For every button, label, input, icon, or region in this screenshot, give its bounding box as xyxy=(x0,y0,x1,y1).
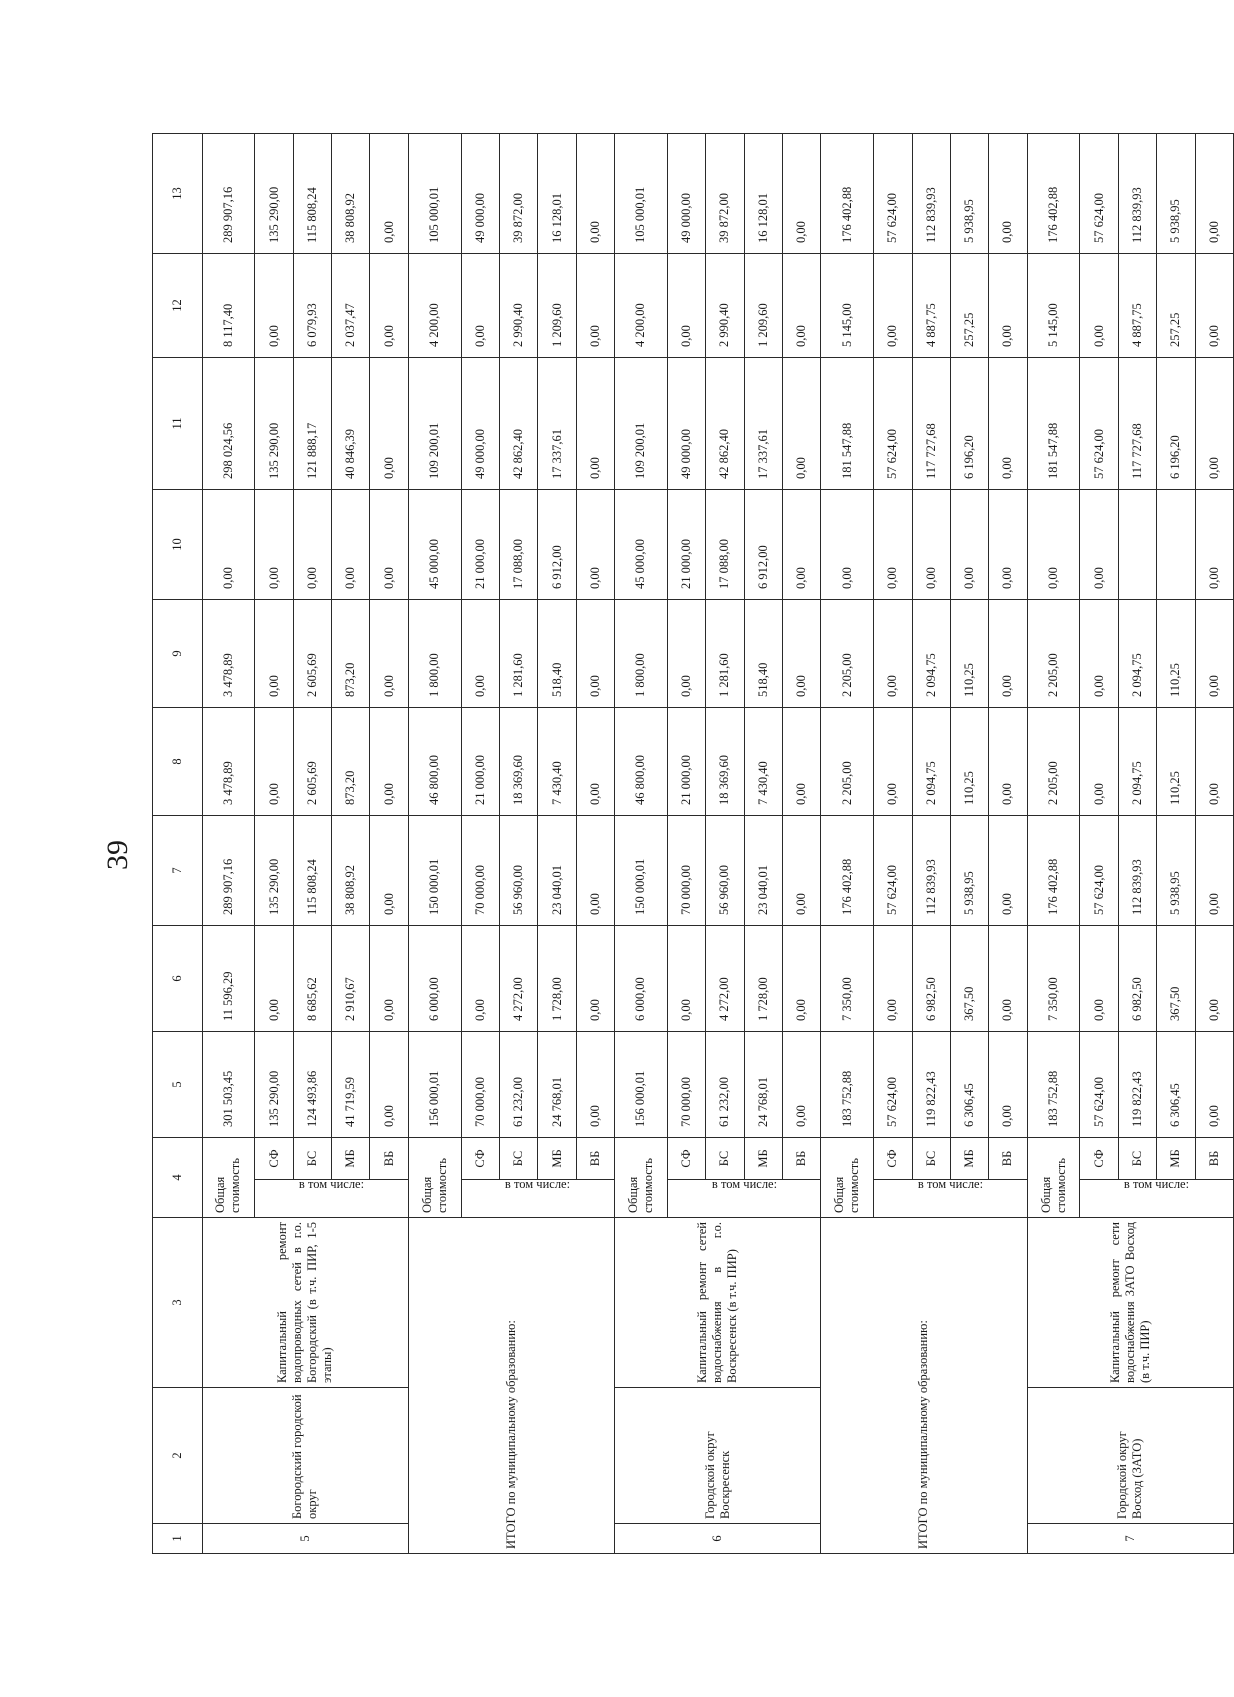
amount-cell: 2 094,75 xyxy=(912,708,950,816)
amount-cell: 57 624,00 xyxy=(874,816,912,926)
amount-cell: 57 624,00 xyxy=(874,1032,912,1138)
group-total-row xyxy=(408,134,461,1554)
including-label: в том числе: xyxy=(1124,1176,1190,1191)
municipality-name: Богородский городской округ xyxy=(202,1388,408,1524)
amount-cell: 0,00 xyxy=(370,1032,408,1138)
amount-cell: 0,00 xyxy=(370,490,408,600)
amount-cell: 0,00 xyxy=(874,254,912,358)
amount-cell: 181 547,88 xyxy=(1027,358,1080,490)
amount-cell: 57 624,00 xyxy=(1080,816,1118,926)
municipality-name: Городской округ Восход (ЗАТО) xyxy=(1027,1388,1233,1524)
funding-source-code: ВБ xyxy=(989,1138,1027,1180)
including-label: в том числе: xyxy=(917,1176,983,1191)
amount-cell: 0,00 xyxy=(1080,600,1118,708)
amount-cell: 2 990,40 xyxy=(706,254,744,358)
amount-cell: 112 839,93 xyxy=(1118,134,1156,254)
including-label: в том числе: xyxy=(299,1176,365,1191)
amount-cell: 2 205,00 xyxy=(821,600,874,708)
amount-cell: 8 117,40 xyxy=(202,254,255,358)
amount-cell: 70 000,00 xyxy=(667,816,705,926)
column-header: 12 xyxy=(153,254,203,358)
funding-source-code: МБ xyxy=(744,1138,782,1180)
municipality-name: Городской округ Воскресенск xyxy=(615,1388,821,1524)
amount-cell: 0,00 xyxy=(293,490,331,600)
amount-cell: 6 196,20 xyxy=(1157,358,1195,490)
amount-cell: 61 232,00 xyxy=(499,1032,537,1138)
total-cost-label: Общая стоимость xyxy=(615,1138,668,1218)
amount-cell: 0,00 xyxy=(370,926,408,1032)
amount-cell: 0,00 xyxy=(370,600,408,708)
amount-cell xyxy=(1157,490,1195,600)
total-cost-label: Общая стоимость xyxy=(821,1138,874,1218)
column-header: 2 xyxy=(153,1388,203,1524)
amount-cell: 0,00 xyxy=(576,600,614,708)
funding-source-code: СФ xyxy=(874,1138,912,1180)
including-label-cell xyxy=(255,1176,409,1218)
amount-cell: 0,00 xyxy=(461,600,499,708)
amount-cell: 0,00 xyxy=(576,708,614,816)
amount-cell: 0,00 xyxy=(370,358,408,490)
funding-source-code: СФ xyxy=(461,1138,499,1180)
amount-cell: 119 822,43 xyxy=(1118,1032,1156,1138)
amount-cell: 49 000,00 xyxy=(667,134,705,254)
item-number: 6 xyxy=(615,1524,821,1554)
amount-cell: 156 000,01 xyxy=(408,1032,461,1138)
amount-cell: 0,00 xyxy=(1195,254,1233,358)
group-total-row xyxy=(821,134,874,1554)
project-description: Капитальный ремонт водопроводных сетей в г.о. Богородский (в т.ч. ПИР, 1-5 этапы) xyxy=(202,1218,408,1388)
amount-cell: 0,00 xyxy=(370,134,408,254)
amount-cell: 150 000,01 xyxy=(615,816,668,926)
amount-cell: 115 808,24 xyxy=(293,816,331,926)
amount-cell: 0,00 xyxy=(1080,254,1118,358)
amount-cell: 7 350,00 xyxy=(1027,926,1080,1032)
amount-cell: 873,20 xyxy=(332,708,370,816)
amount-cell: 0,00 xyxy=(1195,490,1233,600)
funding-source-code: МБ xyxy=(950,1138,988,1180)
amount-cell: 135 290,00 xyxy=(255,134,293,254)
amount-cell: 0,00 xyxy=(255,708,293,816)
amount-cell: 112 839,93 xyxy=(912,816,950,926)
amount-cell: 6 912,00 xyxy=(744,490,782,600)
amount-cell: 301 503,45 xyxy=(202,1032,255,1138)
amount-cell: 112 839,93 xyxy=(912,134,950,254)
amount-cell: 70 000,00 xyxy=(461,1032,499,1138)
amount-cell: 6 196,20 xyxy=(950,358,988,490)
amount-cell: 0,00 xyxy=(874,926,912,1032)
amount-cell: 183 752,88 xyxy=(821,1032,874,1138)
amount-cell: 0,00 xyxy=(576,134,614,254)
amount-cell: 0,00 xyxy=(1080,490,1118,600)
amount-cell: 2 205,00 xyxy=(1027,600,1080,708)
amount-cell: 176 402,88 xyxy=(1027,816,1080,926)
amount-cell: 0,00 xyxy=(782,816,820,926)
funding-source-code: МБ xyxy=(538,1138,576,1180)
funding-source-code: СФ xyxy=(667,1138,705,1180)
amount-cell: 0,00 xyxy=(202,490,255,600)
amount-cell: 40 846,39 xyxy=(332,358,370,490)
amount-cell: 0,00 xyxy=(576,1032,614,1138)
funding-source-code: ВБ xyxy=(1195,1138,1233,1180)
amount-cell: 5 938,95 xyxy=(1157,816,1195,926)
amount-cell: 0,00 xyxy=(1195,708,1233,816)
column-header: 5 xyxy=(153,1032,203,1138)
amount-cell: 117 727,68 xyxy=(1118,358,1156,490)
group-total-row xyxy=(1027,134,1080,1554)
amount-cell: 110,25 xyxy=(1157,708,1195,816)
amount-cell: 183 752,88 xyxy=(1027,1032,1080,1138)
item-number: 7 xyxy=(1027,1524,1233,1554)
amount-cell: 105 000,01 xyxy=(615,134,668,254)
amount-cell: 21 000,00 xyxy=(461,708,499,816)
amount-cell: 17 088,00 xyxy=(706,490,744,600)
amount-cell: 0,00 xyxy=(989,708,1027,816)
amount-cell: 0,00 xyxy=(576,926,614,1032)
funding-source-code: БС xyxy=(293,1138,331,1180)
amount-cell: 70 000,00 xyxy=(667,1032,705,1138)
amount-cell: 6 306,45 xyxy=(950,1032,988,1138)
amount-cell: 289 907,16 xyxy=(202,134,255,254)
group-total-row xyxy=(202,134,255,1554)
amount-cell: 105 000,01 xyxy=(408,134,461,254)
amount-cell: 4 272,00 xyxy=(706,926,744,1032)
amount-cell: 49 000,00 xyxy=(461,358,499,490)
amount-cell: 21 000,00 xyxy=(461,490,499,600)
column-header: 6 xyxy=(153,926,203,1032)
amount-cell: 57 624,00 xyxy=(1080,134,1118,254)
amount-cell: 2 605,69 xyxy=(293,708,331,816)
amount-cell: 5 938,95 xyxy=(950,816,988,926)
funding-source-code: БС xyxy=(706,1138,744,1180)
amount-cell: 0,00 xyxy=(989,254,1027,358)
amount-cell: 298 024,56 xyxy=(202,358,255,490)
amount-cell: 1 209,60 xyxy=(538,254,576,358)
amount-cell: 0,00 xyxy=(874,600,912,708)
column-header: 7 xyxy=(153,816,203,926)
amount-cell xyxy=(1118,490,1156,600)
amount-cell: 46 800,00 xyxy=(408,708,461,816)
amount-cell: 6 079,93 xyxy=(293,254,331,358)
amount-cell: 176 402,88 xyxy=(821,816,874,926)
amount-cell: 56 960,00 xyxy=(706,816,744,926)
amount-cell: 1 728,00 xyxy=(744,926,782,1032)
amount-cell: 1 209,60 xyxy=(744,254,782,358)
amount-cell: 17 088,00 xyxy=(499,490,537,600)
including-label: в том числе: xyxy=(711,1176,777,1191)
amount-cell: 6 982,50 xyxy=(1118,926,1156,1032)
funding-source-code: СФ xyxy=(255,1138,293,1180)
amount-cell: 0,00 xyxy=(1195,1032,1233,1138)
including-label-cell xyxy=(1080,1176,1234,1218)
amount-cell: 0,00 xyxy=(461,254,499,358)
amount-cell: 0,00 xyxy=(782,708,820,816)
amount-cell: 0,00 xyxy=(989,816,1027,926)
amount-cell: 119 822,43 xyxy=(912,1032,950,1138)
amount-cell: 257,25 xyxy=(950,254,988,358)
column-header: 9 xyxy=(153,600,203,708)
column-header: 8 xyxy=(153,708,203,816)
amount-cell: 42 862,40 xyxy=(499,358,537,490)
amount-cell: 0,00 xyxy=(1080,926,1118,1032)
amount-cell: 0,00 xyxy=(874,708,912,816)
amount-cell: 1 281,60 xyxy=(499,600,537,708)
amount-cell: 42 862,40 xyxy=(706,358,744,490)
amount-cell: 2 910,67 xyxy=(332,926,370,1032)
financing-table xyxy=(152,133,1234,1554)
amount-cell: 150 000,01 xyxy=(408,816,461,926)
project-description: Капитальный ремонт сети водоснабжения ЗАТО Восход (в т.ч. ПИР) xyxy=(1027,1218,1233,1388)
amount-cell: 16 128,01 xyxy=(538,134,576,254)
header-row xyxy=(153,134,203,1554)
amount-cell: 17 337,61 xyxy=(744,358,782,490)
amount-cell: 17 337,61 xyxy=(538,358,576,490)
municipality-total-title: ИТОГО по муниципальному образованию: xyxy=(408,1218,614,1554)
amount-cell: 1 800,00 xyxy=(615,600,668,708)
amount-cell: 4 887,75 xyxy=(1118,254,1156,358)
amount-cell: 39 872,00 xyxy=(706,134,744,254)
amount-cell: 0,00 xyxy=(576,254,614,358)
amount-cell: 518,40 xyxy=(744,600,782,708)
rotated-page xyxy=(152,134,1234,1554)
amount-cell: 5 938,95 xyxy=(1157,134,1195,254)
including-label-cell xyxy=(667,1176,821,1218)
column-header: 3 xyxy=(153,1218,203,1388)
amount-cell: 18 369,60 xyxy=(499,708,537,816)
amount-cell: 0,00 xyxy=(1080,708,1118,816)
amount-cell: 0,00 xyxy=(989,358,1027,490)
amount-cell: 0,00 xyxy=(1195,926,1233,1032)
amount-cell: 0,00 xyxy=(576,358,614,490)
amount-cell: 5 145,00 xyxy=(1027,254,1080,358)
funding-source-code: ВБ xyxy=(576,1138,614,1180)
amount-cell: 0,00 xyxy=(576,490,614,600)
amount-cell: 1 800,00 xyxy=(408,600,461,708)
amount-cell: 112 839,93 xyxy=(1118,816,1156,926)
amount-cell: 0,00 xyxy=(782,1032,820,1138)
amount-cell: 5 938,95 xyxy=(950,134,988,254)
amount-cell: 181 547,88 xyxy=(821,358,874,490)
amount-cell: 0,00 xyxy=(989,926,1027,1032)
amount-cell: 4 272,00 xyxy=(499,926,537,1032)
total-cost-label: Общая стоимость xyxy=(1027,1138,1080,1218)
amount-cell: 0,00 xyxy=(1195,358,1233,490)
amount-cell: 121 888,17 xyxy=(293,358,331,490)
including-label-cell xyxy=(874,1176,1028,1218)
amount-cell: 2 037,47 xyxy=(332,254,370,358)
amount-cell: 0,00 xyxy=(782,134,820,254)
amount-cell: 70 000,00 xyxy=(461,816,499,926)
column-header: 11 xyxy=(153,358,203,490)
amount-cell: 0,00 xyxy=(782,926,820,1032)
amount-cell: 46 800,00 xyxy=(615,708,668,816)
amount-cell: 289 907,16 xyxy=(202,816,255,926)
funding-source-code: ВБ xyxy=(782,1138,820,1180)
amount-cell: 18 369,60 xyxy=(706,708,744,816)
amount-cell: 0,00 xyxy=(950,490,988,600)
amount-cell: 0,00 xyxy=(667,926,705,1032)
amount-cell: 0,00 xyxy=(782,254,820,358)
amount-cell: 0,00 xyxy=(989,600,1027,708)
amount-cell: 0,00 xyxy=(667,254,705,358)
amount-cell: 21 000,00 xyxy=(667,708,705,816)
funding-source-code: БС xyxy=(912,1138,950,1180)
amount-cell: 11 596,29 xyxy=(202,926,255,1032)
project-description: Капитальный ремонт сетей водоснабжения в г.о. Воскресенск (в т.ч. ПИР) xyxy=(615,1218,821,1388)
amount-cell: 7 430,40 xyxy=(744,708,782,816)
funding-source-code: МБ xyxy=(1157,1138,1195,1180)
amount-cell: 6 000,00 xyxy=(408,926,461,1032)
amount-cell: 23 040,01 xyxy=(538,816,576,926)
amount-cell: 0,00 xyxy=(255,254,293,358)
funding-source-code: МБ xyxy=(332,1138,370,1180)
amount-cell: 0,00 xyxy=(912,490,950,600)
funding-source-code: БС xyxy=(1118,1138,1156,1180)
amount-cell: 0,00 xyxy=(370,708,408,816)
amount-cell: 21 000,00 xyxy=(667,490,705,600)
table-body xyxy=(153,134,1234,1554)
amount-cell: 257,25 xyxy=(1157,254,1195,358)
amount-cell: 124 493,86 xyxy=(293,1032,331,1138)
column-header: 13 xyxy=(153,134,203,254)
amount-cell: 57 624,00 xyxy=(874,358,912,490)
amount-cell: 57 624,00 xyxy=(874,134,912,254)
amount-cell: 23 040,01 xyxy=(744,816,782,926)
amount-cell: 0,00 xyxy=(576,816,614,926)
amount-cell: 61 232,00 xyxy=(706,1032,744,1138)
amount-cell: 0,00 xyxy=(989,134,1027,254)
amount-cell: 39 872,00 xyxy=(499,134,537,254)
amount-cell: 110,25 xyxy=(950,708,988,816)
amount-cell: 0,00 xyxy=(989,490,1027,600)
amount-cell: 117 727,68 xyxy=(912,358,950,490)
amount-cell: 6 306,45 xyxy=(1157,1032,1195,1138)
amount-cell: 2 094,75 xyxy=(912,600,950,708)
amount-cell: 0,00 xyxy=(461,926,499,1032)
amount-cell: 45 000,00 xyxy=(615,490,668,600)
amount-cell: 0,00 xyxy=(255,600,293,708)
amount-cell: 49 000,00 xyxy=(667,358,705,490)
amount-cell: 41 719,59 xyxy=(332,1032,370,1138)
amount-cell: 0,00 xyxy=(667,600,705,708)
funding-source-code: БС xyxy=(499,1138,537,1180)
amount-cell: 109 200,01 xyxy=(408,358,461,490)
amount-cell: 367,50 xyxy=(1157,926,1195,1032)
amount-cell: 2 205,00 xyxy=(821,708,874,816)
amount-cell: 6 912,00 xyxy=(538,490,576,600)
column-header: 1 xyxy=(153,1524,203,1554)
amount-cell: 45 000,00 xyxy=(408,490,461,600)
amount-cell: 109 200,01 xyxy=(615,358,668,490)
group-total-row xyxy=(615,134,668,1554)
amount-cell: 0,00 xyxy=(874,490,912,600)
amount-cell: 367,50 xyxy=(950,926,988,1032)
amount-cell: 110,25 xyxy=(1157,600,1195,708)
amount-cell: 0,00 xyxy=(1195,600,1233,708)
item-number: 5 xyxy=(202,1524,408,1554)
page-number: 39 xyxy=(101,840,134,870)
funding-source-code: СФ xyxy=(1080,1138,1118,1180)
amount-cell: 0,00 xyxy=(332,490,370,600)
amount-cell: 0,00 xyxy=(782,490,820,600)
amount-cell: 110,25 xyxy=(950,600,988,708)
amount-cell: 38 808,92 xyxy=(332,816,370,926)
amount-cell: 4 200,00 xyxy=(408,254,461,358)
municipality-total-title: ИТОГО по муниципальному образованию: xyxy=(821,1218,1027,1554)
amount-cell: 57 624,00 xyxy=(1080,358,1118,490)
amount-cell: 1 728,00 xyxy=(538,926,576,1032)
amount-cell: 0,00 xyxy=(782,600,820,708)
amount-cell: 2 605,69 xyxy=(293,600,331,708)
amount-cell: 24 768,01 xyxy=(538,1032,576,1138)
amount-cell: 4 200,00 xyxy=(615,254,668,358)
amount-cell: 2 990,40 xyxy=(499,254,537,358)
amount-cell: 518,40 xyxy=(538,600,576,708)
amount-cell: 6 000,00 xyxy=(615,926,668,1032)
amount-cell: 0,00 xyxy=(370,254,408,358)
amount-cell: 0,00 xyxy=(1027,490,1080,600)
amount-cell: 49 000,00 xyxy=(461,134,499,254)
amount-cell: 176 402,88 xyxy=(1027,134,1080,254)
column-header: 4 xyxy=(153,1138,203,1218)
amount-cell: 7 430,40 xyxy=(538,708,576,816)
amount-cell: 135 290,00 xyxy=(255,816,293,926)
including-label-cell xyxy=(461,1176,615,1218)
total-cost-label: Общая стоимость xyxy=(202,1138,255,1218)
amount-cell: 0,00 xyxy=(782,358,820,490)
amount-cell: 0,00 xyxy=(821,490,874,600)
amount-cell: 2 205,00 xyxy=(1027,708,1080,816)
total-cost-label: Общая стоимость xyxy=(408,1138,461,1218)
amount-cell: 5 145,00 xyxy=(821,254,874,358)
amount-cell: 16 128,01 xyxy=(744,134,782,254)
amount-cell: 4 887,75 xyxy=(912,254,950,358)
amount-cell: 0,00 xyxy=(1195,816,1233,926)
amount-cell: 6 982,50 xyxy=(912,926,950,1032)
amount-cell: 0,00 xyxy=(1195,134,1233,254)
amount-cell: 0,00 xyxy=(255,926,293,1032)
amount-cell: 1 281,60 xyxy=(706,600,744,708)
amount-cell: 3 478,89 xyxy=(202,708,255,816)
amount-cell: 156 000,01 xyxy=(615,1032,668,1138)
amount-cell: 0,00 xyxy=(255,490,293,600)
amount-cell: 115 808,24 xyxy=(293,134,331,254)
amount-cell: 135 290,00 xyxy=(255,1032,293,1138)
column-header: 10 xyxy=(153,490,203,600)
including-label: в том числе: xyxy=(505,1176,571,1191)
amount-cell: 2 094,75 xyxy=(1118,600,1156,708)
amount-cell: 56 960,00 xyxy=(499,816,537,926)
amount-cell: 3 478,89 xyxy=(202,600,255,708)
amount-cell: 0,00 xyxy=(989,1032,1027,1138)
amount-cell: 873,20 xyxy=(332,600,370,708)
amount-cell: 0,00 xyxy=(370,816,408,926)
amount-cell: 38 808,92 xyxy=(332,134,370,254)
amount-cell: 57 624,00 xyxy=(1080,1032,1118,1138)
amount-cell: 8 685,62 xyxy=(293,926,331,1032)
amount-cell: 24 768,01 xyxy=(744,1032,782,1138)
amount-cell: 7 350,00 xyxy=(821,926,874,1032)
amount-cell: 135 290,00 xyxy=(255,358,293,490)
amount-cell: 2 094,75 xyxy=(1118,708,1156,816)
amount-cell: 176 402,88 xyxy=(821,134,874,254)
funding-source-code: ВБ xyxy=(370,1138,408,1180)
